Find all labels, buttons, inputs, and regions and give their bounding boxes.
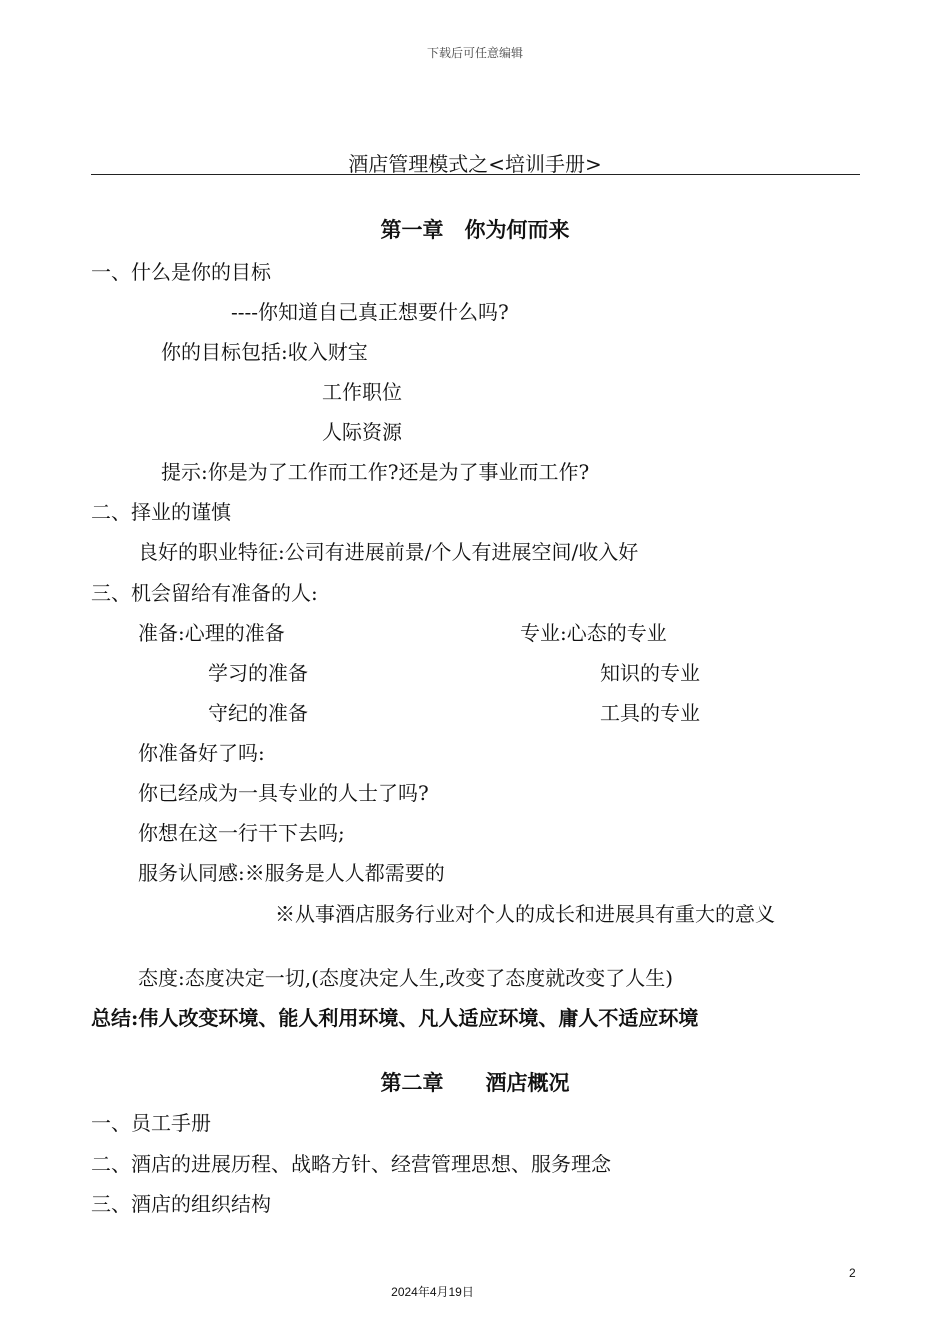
hint-text: 提示:你是为了工作而工作?还是为了事业而工作? [161, 460, 590, 484]
chapter-2-item-2: 二、酒店的进展历程、战略方针、经营管理思想、服务理念 [91, 1152, 611, 1176]
section-2-body: 良好的职业特征:公司有进展前景/个人有进展空间/收入好 [138, 540, 639, 564]
question-professional: 你已经成为一具专业的人士了吗? [138, 781, 429, 805]
header-note: 下载后可任意编辑 [426, 46, 523, 60]
prep-left-1: 准备:心理的准备 [138, 621, 285, 645]
service-identity-1: 服务认同感:※服务是人人都需要的 [138, 861, 445, 885]
prep-right-3: 工具的专业 [600, 701, 700, 725]
chapter-2-item-3: 三、酒店的组织结构 [91, 1192, 271, 1216]
prep-right-1: 专业:心态的专业 [520, 621, 667, 645]
section-1-heading: 一、什么是你的目标 [91, 260, 271, 284]
goal-item-position: 工作职位 [322, 380, 402, 404]
question-stay: 你想在这一行干下去吗; [138, 821, 345, 845]
question-ready: 你准备好了吗: [138, 741, 265, 765]
prep-left-3: 守纪的准备 [208, 701, 308, 725]
chapter-2-title: 第二章 酒店概况 [380, 1070, 570, 1095]
document-title: 酒店管理模式之<培训手册> [348, 152, 602, 176]
prep-right-2: 知识的专业 [600, 661, 700, 685]
chapter-2-item-1: 一、员工手册 [91, 1111, 211, 1135]
title-underline [91, 174, 860, 175]
page-number: 2 [849, 1266, 856, 1280]
prep-left-2: 学习的准备 [208, 661, 308, 685]
section-1-subheading: ----你知道自己真正想要什么吗? [231, 300, 509, 324]
goal-item-network: 人际资源 [322, 420, 402, 444]
service-identity-2: ※从事酒店服务行业对个人的成长和进展具有重大的意义 [275, 902, 775, 926]
section-3-heading: 三、机会留给有准备的人: [91, 581, 318, 605]
summary-text: 总结:伟人改变环境、能人利用环境、凡人适应环境、庸人不适应环境 [91, 1006, 699, 1030]
footer-date: 2024年4月19日 [391, 1285, 474, 1299]
attitude-text: 态度:态度决定一切,(态度决定人生,改变了态度就改变了人生) [138, 966, 674, 990]
goals-intro: 你的目标包括:收入财宝 [161, 340, 368, 364]
section-2-heading: 二、择业的谨慎 [91, 500, 231, 524]
chapter-1-title: 第一章 你为何而来 [380, 217, 570, 242]
